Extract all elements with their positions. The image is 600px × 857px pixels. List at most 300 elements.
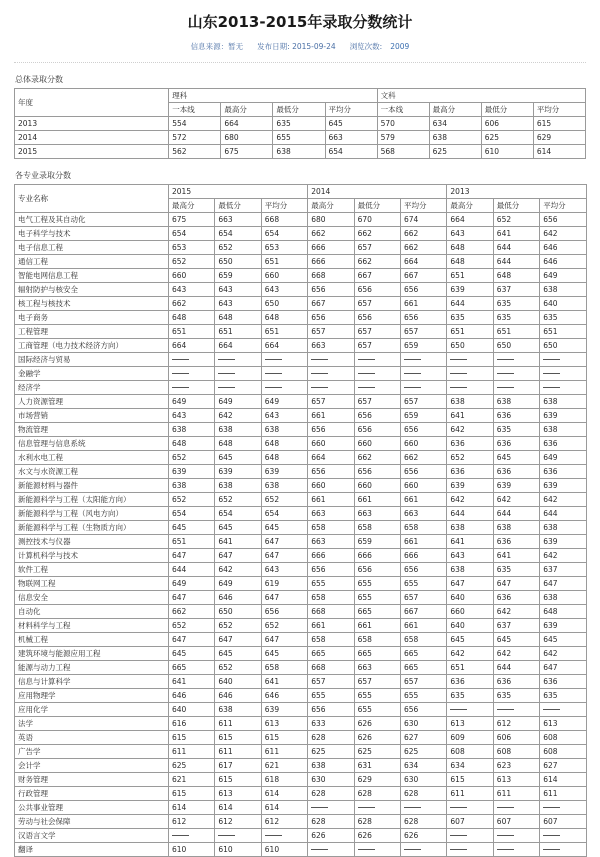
- major-score-cell: 614: [215, 801, 261, 815]
- major-score-cell: [447, 367, 493, 381]
- major-score-cell: 667: [400, 269, 446, 283]
- major-score-cell: 638: [540, 283, 586, 297]
- major-score-cell: 658: [354, 633, 400, 647]
- major-score-cell: 625: [308, 745, 354, 759]
- major-score-cell: 663: [308, 507, 354, 521]
- major-score-cell: 639: [540, 535, 586, 549]
- empty-value-dash: [543, 359, 560, 360]
- overall-score-cell: 680: [221, 131, 273, 145]
- empty-value-dash: [172, 359, 189, 360]
- overall-score-cell: 625: [481, 131, 533, 145]
- major-score-cell: [540, 843, 586, 857]
- major-score-cell: 640: [215, 675, 261, 689]
- major-score-cell: 647: [261, 633, 307, 647]
- major-score-cell: 641: [447, 535, 493, 549]
- major-score-cell: 612: [215, 815, 261, 829]
- major-score-cell: 657: [400, 325, 446, 339]
- major-score-cell: 656: [400, 703, 446, 717]
- major-score-cell: 661: [400, 619, 446, 633]
- overall-table-body: [15, 117, 586, 159]
- major-score-cell: 652: [261, 493, 307, 507]
- major-score-cell: 647: [169, 591, 215, 605]
- overall-score-cell: 675: [221, 145, 273, 159]
- table-row: [15, 745, 587, 759]
- overall-year-cell: 2015: [15, 145, 169, 159]
- major-score-cell: 630: [308, 773, 354, 787]
- major-score-cell: 650: [447, 339, 493, 353]
- meta-date-label: 发布日期:: [257, 42, 290, 51]
- major-score-cell: 657: [354, 395, 400, 409]
- table-row: [15, 423, 587, 437]
- major-score-cell: 642: [540, 647, 586, 661]
- major-score-cell: 653: [169, 241, 215, 255]
- major-score-cell: 665: [400, 647, 446, 661]
- major-name-cell: 核工程与核技术: [15, 297, 169, 311]
- major-score-cell: [169, 367, 215, 381]
- empty-value-dash: [497, 807, 514, 808]
- major-score-cell: 656: [400, 311, 446, 325]
- empty-value-dash: [172, 835, 189, 836]
- overall-score-cell: 663: [325, 131, 377, 145]
- major-score-cell: 656: [354, 563, 400, 577]
- article-meta: [14, 41, 586, 52]
- page-title: 山东2013-2015年录取分数统计: [187, 13, 413, 31]
- major-score-cell: [261, 367, 307, 381]
- major-score-cell: 660: [400, 479, 446, 493]
- major-score-cell: 615: [169, 731, 215, 745]
- empty-value-dash: [358, 807, 375, 808]
- major-name-cell: 工程管理: [15, 325, 169, 339]
- table-row: [15, 773, 587, 787]
- major-score-cell: 659: [400, 409, 446, 423]
- major-score-cell: 609: [447, 731, 493, 745]
- major-score-cell: 615: [261, 731, 307, 745]
- major-score-cell: 649: [540, 269, 586, 283]
- major-name-cell: 通信工程: [15, 255, 169, 269]
- table-row: [15, 395, 587, 409]
- major-score-cell: 656: [354, 311, 400, 325]
- major-score-cell: 662: [354, 255, 400, 269]
- major-score-cell: 611: [493, 787, 539, 801]
- major-score-cell: 662: [400, 451, 446, 465]
- major-score-cell: 668: [261, 213, 307, 227]
- major-score-cell: [308, 843, 354, 857]
- major-score-cell: 636: [540, 437, 586, 451]
- major-score-cell: 636: [493, 675, 539, 689]
- major-score-cell: 662: [400, 241, 446, 255]
- major-score-cell: 651: [447, 325, 493, 339]
- overall-score-cell: 654: [325, 145, 377, 159]
- major-score-cell: 639: [447, 479, 493, 493]
- major-name-cell: 翻译: [15, 843, 169, 857]
- major-score-cell: 634: [400, 759, 446, 773]
- table-row: [15, 703, 587, 717]
- meta-date: [257, 41, 336, 52]
- major-score-cell: 639: [261, 703, 307, 717]
- table-row: [15, 353, 587, 367]
- major-score-cell: 648: [447, 255, 493, 269]
- major-score-cell: 631: [354, 759, 400, 773]
- major-score-cell: 639: [215, 465, 261, 479]
- major-score-cell: 652: [215, 619, 261, 633]
- major-score-cell: 615: [215, 731, 261, 745]
- major-score-cell: 635: [540, 311, 586, 325]
- overall-sub-arts-1: 最高分: [429, 103, 481, 117]
- major-name-cell: 工商管理（电力技术经济方向）: [15, 339, 169, 353]
- empty-value-dash: [497, 387, 514, 388]
- major-name-cell: 软件工程: [15, 563, 169, 577]
- empty-value-dash: [311, 359, 328, 360]
- major-score-cell: 657: [354, 325, 400, 339]
- table-row: [15, 493, 587, 507]
- major-score-cell: 651: [540, 325, 586, 339]
- overall-score-cell: 614: [533, 145, 585, 159]
- major-score-cell: 635: [493, 563, 539, 577]
- major-score-cell: 610: [169, 843, 215, 857]
- major-score-cell: 666: [400, 549, 446, 563]
- majors-year-2015: 2015: [169, 185, 308, 199]
- majors-sub-2013-1: 最低分: [493, 199, 539, 213]
- major-score-cell: 613: [261, 717, 307, 731]
- major-name-cell: 财务管理: [15, 773, 169, 787]
- empty-value-dash: [218, 359, 235, 360]
- major-score-cell: [540, 353, 586, 367]
- major-score-cell: 611: [215, 717, 261, 731]
- major-score-cell: 634: [447, 759, 493, 773]
- overall-year-cell: 2014: [15, 131, 169, 145]
- major-score-cell: 647: [169, 549, 215, 563]
- majors-sub-2014-0: 最高分: [308, 199, 354, 213]
- empty-value-dash: [497, 835, 514, 836]
- empty-value-dash: [172, 373, 189, 374]
- major-score-cell: 635: [447, 311, 493, 325]
- major-score-cell: 656: [400, 423, 446, 437]
- major-score-cell: 630: [400, 717, 446, 731]
- major-score-cell: 645: [261, 647, 307, 661]
- major-score-cell: 647: [261, 549, 307, 563]
- major-score-cell: 674: [400, 213, 446, 227]
- table-row: [15, 311, 587, 325]
- major-score-cell: 611: [447, 787, 493, 801]
- empty-value-dash: [450, 387, 467, 388]
- major-score-cell: 626: [354, 731, 400, 745]
- major-score-cell: 651: [447, 661, 493, 675]
- major-score-cell: 662: [354, 451, 400, 465]
- major-score-cell: [400, 353, 446, 367]
- major-score-cell: 635: [540, 689, 586, 703]
- major-score-cell: 660: [308, 479, 354, 493]
- table-row: [15, 381, 587, 395]
- major-score-cell: 655: [354, 591, 400, 605]
- table-row: [15, 213, 587, 227]
- major-score-cell: 655: [354, 577, 400, 591]
- major-score-cell: 646: [540, 255, 586, 269]
- major-score-cell: 658: [400, 633, 446, 647]
- table-row: [15, 675, 587, 689]
- major-score-cell: 626: [400, 829, 446, 843]
- major-score-cell: 648: [493, 269, 539, 283]
- major-score-cell: 636: [447, 437, 493, 451]
- major-score-cell: [493, 843, 539, 857]
- major-name-cell: 信息安全: [15, 591, 169, 605]
- major-score-cell: 648: [261, 451, 307, 465]
- major-score-cell: 661: [400, 535, 446, 549]
- major-score-cell: 644: [493, 661, 539, 675]
- table-row: [15, 731, 587, 745]
- major-score-cell: 647: [215, 549, 261, 563]
- major-score-cell: 626: [354, 829, 400, 843]
- major-name-cell: 材料科学与工程: [15, 619, 169, 633]
- major-score-cell: 635: [493, 297, 539, 311]
- meta-views: [350, 41, 410, 52]
- major-score-cell: 644: [493, 241, 539, 255]
- empty-value-dash: [404, 387, 421, 388]
- major-score-cell: 645: [540, 633, 586, 647]
- major-score-cell: [400, 801, 446, 815]
- major-score-cell: 638: [215, 423, 261, 437]
- major-score-cell: 660: [354, 479, 400, 493]
- major-score-cell: 651: [261, 325, 307, 339]
- major-score-cell: 652: [169, 619, 215, 633]
- empty-value-dash: [404, 849, 421, 850]
- major-name-cell: 会计学: [15, 759, 169, 773]
- major-score-cell: 647: [493, 577, 539, 591]
- major-score-cell: 643: [447, 227, 493, 241]
- major-score-cell: 615: [215, 773, 261, 787]
- major-score-cell: [169, 353, 215, 367]
- major-score-cell: 654: [261, 507, 307, 521]
- major-score-cell: [354, 381, 400, 395]
- major-score-cell: 628: [400, 815, 446, 829]
- major-score-cell: [540, 367, 586, 381]
- major-name-cell: 法学: [15, 717, 169, 731]
- overall-score-cell: 562: [169, 145, 221, 159]
- major-score-cell: 652: [169, 451, 215, 465]
- major-score-cell: 651: [169, 535, 215, 549]
- major-score-cell: 657: [308, 395, 354, 409]
- major-score-cell: 666: [308, 255, 354, 269]
- major-score-cell: 656: [400, 465, 446, 479]
- major-score-cell: 650: [493, 339, 539, 353]
- overall-section-caption: 总体录取分数: [15, 75, 63, 84]
- major-score-cell: [169, 829, 215, 843]
- major-score-cell: 642: [215, 563, 261, 577]
- major-name-cell: 能源与动力工程: [15, 661, 169, 675]
- major-score-cell: 656: [354, 283, 400, 297]
- major-score-cell: 613: [447, 717, 493, 731]
- major-score-cell: 637: [493, 619, 539, 633]
- major-score-cell: 655: [400, 689, 446, 703]
- table-row: [15, 117, 586, 131]
- major-score-cell: 642: [447, 493, 493, 507]
- major-score-cell: 656: [308, 311, 354, 325]
- major-score-cell: 657: [354, 675, 400, 689]
- major-score-cell: 642: [447, 423, 493, 437]
- major-score-cell: 665: [400, 661, 446, 675]
- major-score-cell: [354, 801, 400, 815]
- major-score-cell: 650: [261, 297, 307, 311]
- major-score-cell: 647: [447, 577, 493, 591]
- major-score-cell: 615: [169, 787, 215, 801]
- major-score-cell: 657: [354, 297, 400, 311]
- major-score-cell: 680: [308, 213, 354, 227]
- major-score-cell: 660: [400, 437, 446, 451]
- major-score-cell: 610: [215, 843, 261, 857]
- major-score-cell: 666: [308, 549, 354, 563]
- major-score-cell: 635: [493, 689, 539, 703]
- table-row: [15, 535, 587, 549]
- empty-value-dash: [543, 709, 560, 710]
- major-score-cell: 640: [540, 297, 586, 311]
- major-name-cell: 信息管理与信息系统: [15, 437, 169, 451]
- overall-score-cell: 664: [221, 117, 273, 131]
- overall-sub-science-1: 最高分: [221, 103, 273, 117]
- major-score-cell: 638: [493, 395, 539, 409]
- major-score-cell: 639: [447, 283, 493, 297]
- major-score-cell: 657: [400, 591, 446, 605]
- majors-header-row-years: [15, 185, 587, 199]
- major-score-cell: 629: [354, 773, 400, 787]
- majors-sub-2013-2: 平均分: [540, 199, 586, 213]
- major-score-cell: 675: [169, 213, 215, 227]
- major-name-cell: 信息与计算科学: [15, 675, 169, 689]
- major-score-cell: 656: [261, 605, 307, 619]
- major-score-cell: 658: [261, 661, 307, 675]
- major-score-cell: 645: [447, 633, 493, 647]
- major-score-cell: 657: [354, 339, 400, 353]
- major-score-cell: 646: [261, 689, 307, 703]
- major-score-cell: 652: [169, 493, 215, 507]
- major-score-cell: 652: [493, 213, 539, 227]
- empty-value-dash: [543, 807, 560, 808]
- major-score-cell: 643: [169, 283, 215, 297]
- majors-col-name: 专业名称: [15, 185, 169, 213]
- overall-sub-science-3: 平均分: [325, 103, 377, 117]
- overall-score-cell: 570: [377, 117, 429, 131]
- major-score-cell: 647: [169, 633, 215, 647]
- major-score-cell: 670: [354, 213, 400, 227]
- major-score-cell: 641: [261, 675, 307, 689]
- major-score-cell: [447, 381, 493, 395]
- empty-value-dash: [311, 387, 328, 388]
- major-score-cell: 637: [493, 283, 539, 297]
- major-score-cell: 661: [354, 493, 400, 507]
- major-score-cell: 652: [215, 661, 261, 675]
- major-score-cell: 652: [215, 493, 261, 507]
- major-score-cell: [493, 829, 539, 843]
- major-score-cell: 664: [447, 213, 493, 227]
- table-row: [15, 367, 587, 381]
- major-score-cell: 660: [447, 605, 493, 619]
- major-score-cell: [215, 367, 261, 381]
- major-score-cell: 649: [215, 395, 261, 409]
- major-score-cell: 611: [540, 787, 586, 801]
- major-score-cell: 638: [261, 479, 307, 493]
- empty-value-dash: [265, 835, 282, 836]
- major-score-cell: 614: [540, 773, 586, 787]
- major-score-cell: 647: [540, 661, 586, 675]
- major-score-cell: 656: [308, 423, 354, 437]
- major-score-cell: [400, 367, 446, 381]
- major-score-cell: 608: [447, 745, 493, 759]
- major-score-cell: 608: [540, 745, 586, 759]
- major-score-cell: 661: [308, 619, 354, 633]
- major-score-cell: 642: [215, 409, 261, 423]
- overall-score-cell: 638: [429, 131, 481, 145]
- major-score-cell: 644: [169, 563, 215, 577]
- table-row: [15, 605, 587, 619]
- empty-value-dash: [358, 387, 375, 388]
- major-scores-table: [14, 184, 587, 857]
- major-score-cell: [261, 829, 307, 843]
- table-row: [15, 689, 587, 703]
- major-score-cell: 657: [400, 395, 446, 409]
- major-score-cell: 639: [261, 465, 307, 479]
- major-score-cell: 649: [540, 451, 586, 465]
- table-row: [15, 507, 587, 521]
- major-score-cell: 663: [400, 507, 446, 521]
- major-score-cell: 636: [493, 465, 539, 479]
- empty-value-dash: [450, 709, 467, 710]
- major-score-cell: 644: [447, 507, 493, 521]
- major-score-cell: 638: [169, 423, 215, 437]
- empty-value-dash: [404, 807, 421, 808]
- major-score-cell: [447, 843, 493, 857]
- majors-sub-2014-1: 最低分: [354, 199, 400, 213]
- overall-score-cell: 610: [481, 145, 533, 159]
- major-score-cell: 648: [540, 605, 586, 619]
- major-name-cell: 汉语言文学: [15, 829, 169, 843]
- major-score-cell: 651: [447, 269, 493, 283]
- major-score-cell: 648: [261, 311, 307, 325]
- major-score-cell: 638: [447, 563, 493, 577]
- major-score-cell: 646: [215, 689, 261, 703]
- major-score-cell: 661: [400, 297, 446, 311]
- majors-section-caption: 各专业录取分数: [15, 171, 71, 180]
- major-score-cell: 658: [354, 521, 400, 535]
- major-score-cell: 607: [447, 815, 493, 829]
- empty-value-dash: [450, 359, 467, 360]
- major-score-cell: [215, 381, 261, 395]
- empty-value-dash: [311, 807, 328, 808]
- major-score-cell: 655: [308, 577, 354, 591]
- major-score-cell: [447, 801, 493, 815]
- major-score-cell: 628: [308, 731, 354, 745]
- overall-score-cell: 615: [533, 117, 585, 131]
- major-score-cell: 650: [540, 339, 586, 353]
- major-score-cell: 636: [447, 675, 493, 689]
- empty-value-dash: [218, 373, 235, 374]
- majors-sub-2015-0: 最高分: [169, 199, 215, 213]
- major-score-cell: 611: [261, 745, 307, 759]
- major-score-cell: 635: [493, 311, 539, 325]
- article-header: [14, 0, 586, 63]
- major-score-cell: 626: [354, 717, 400, 731]
- major-score-cell: 664: [308, 451, 354, 465]
- major-score-cell: 611: [215, 745, 261, 759]
- major-score-cell: 612: [261, 815, 307, 829]
- table-row: [15, 647, 587, 661]
- major-score-cell: 633: [308, 717, 354, 731]
- major-score-cell: 658: [308, 521, 354, 535]
- empty-value-dash: [172, 387, 189, 388]
- table-row: [15, 619, 587, 633]
- major-score-cell: [400, 381, 446, 395]
- major-score-cell: 648: [261, 437, 307, 451]
- major-score-cell: [447, 353, 493, 367]
- major-name-cell: 自动化: [15, 605, 169, 619]
- major-name-cell: 新能源材料与器件: [15, 479, 169, 493]
